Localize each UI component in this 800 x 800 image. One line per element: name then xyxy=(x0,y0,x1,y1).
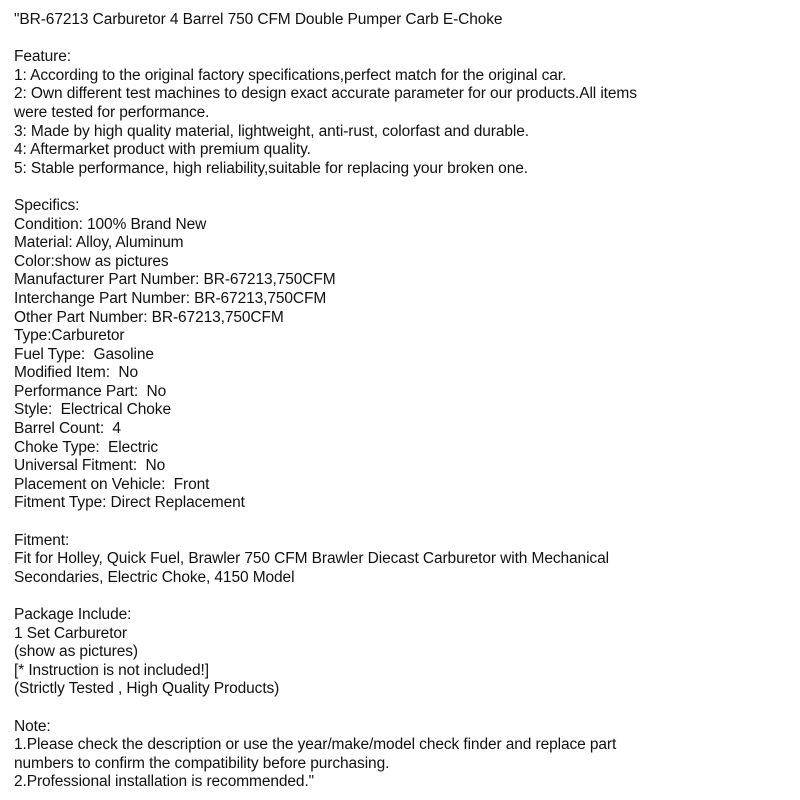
fitment-heading: Fitment: xyxy=(14,531,70,549)
spec-line-other-part-number: Other Part Number: BR-67213,750CFM xyxy=(14,308,284,326)
title-section xyxy=(14,11,790,30)
package-line: (Strictly Tested , High Quality Products) xyxy=(14,680,280,698)
feature-heading: Feature: xyxy=(14,48,71,66)
note-line: 2.Professional installation is recommended." xyxy=(14,773,315,791)
note-line: 1.Please check the description or use the year/make/model check finder and replace part xyxy=(14,736,617,754)
spec-line-choke-type: Choke Type: Electric xyxy=(14,438,159,456)
spec-line-universal-fitment: Universal Fitment: No xyxy=(14,457,166,475)
fitment-line: Secondaries, Electric Choke, 4150 Model xyxy=(14,568,295,586)
spec-line-fuel-type: Fuel Type: Gasoline xyxy=(14,345,154,363)
package-line: [* Instruction is not included!] xyxy=(14,661,209,679)
spec-line-barrel-count: Barrel Count: 4 xyxy=(14,420,121,438)
note-section xyxy=(14,718,790,792)
package-line: (show as pictures) xyxy=(14,643,138,661)
spec-line-condition: Condition: 100% Brand New xyxy=(14,215,207,233)
spec-line-fitment-type: Fitment Type: Direct Replacement xyxy=(14,494,245,512)
spec-line-manufacturer-part-number: Manufacturer Part Number: BR-67213,750CFM xyxy=(14,271,336,289)
feature-section xyxy=(14,48,790,178)
fitment-section xyxy=(14,532,790,588)
spec-line-interchange-part-number: Interchange Part Number: BR-67213,750CFM xyxy=(14,289,327,307)
spec-line-placement-on-vehicle: Placement on Vehicle: Front xyxy=(14,475,210,493)
note-line: numbers to confirm the compatibility before purchasing. xyxy=(14,754,390,772)
spec-line-performance-part: Performance Part: No xyxy=(14,382,167,400)
spec-line-material: Material: Alloy, Aluminum xyxy=(14,234,184,252)
feature-line: were tested for performance. xyxy=(14,103,210,121)
feature-line: 3: Made by high quality material, lightweight, anti-rust, colorfast and durable. xyxy=(14,122,529,140)
spec-line-color: Color:show as pictures xyxy=(14,252,169,270)
note-heading: Note: xyxy=(14,717,51,735)
spec-line-type: Type:Carburetor xyxy=(14,327,125,345)
package-heading: Package Include: xyxy=(14,606,132,623)
fitment-line: Fit for Holley, Quick Fuel, Brawler 750 CFM Brawler Diecast Carburetor with Mechanical xyxy=(14,550,609,568)
listing-title: "BR-67213 Carburetor 4 Barrel 750 CFM Double Pumper Carb E-Choke xyxy=(14,11,503,28)
spec-line-style: Style: Electrical Choke xyxy=(14,401,171,419)
feature-line: 1: According to the original factory specifications,perfect match for the original car. xyxy=(14,66,567,84)
package-section xyxy=(14,606,790,699)
feature-line: 2: Own different test machines to design exact accurate parameter for our products.All items xyxy=(14,85,637,103)
feature-line: 4: Aftermarket product with premium quality. xyxy=(14,141,311,159)
feature-line: 5: Stable performance, high reliability,suitable for replacing your broken one. xyxy=(14,159,528,177)
specifics-heading: Specifics: xyxy=(14,196,80,214)
specifics-section xyxy=(14,197,790,513)
package-line: 1 Set Carburetor xyxy=(14,624,127,642)
spec-line-modified-item: Modified Item: No xyxy=(14,364,138,382)
